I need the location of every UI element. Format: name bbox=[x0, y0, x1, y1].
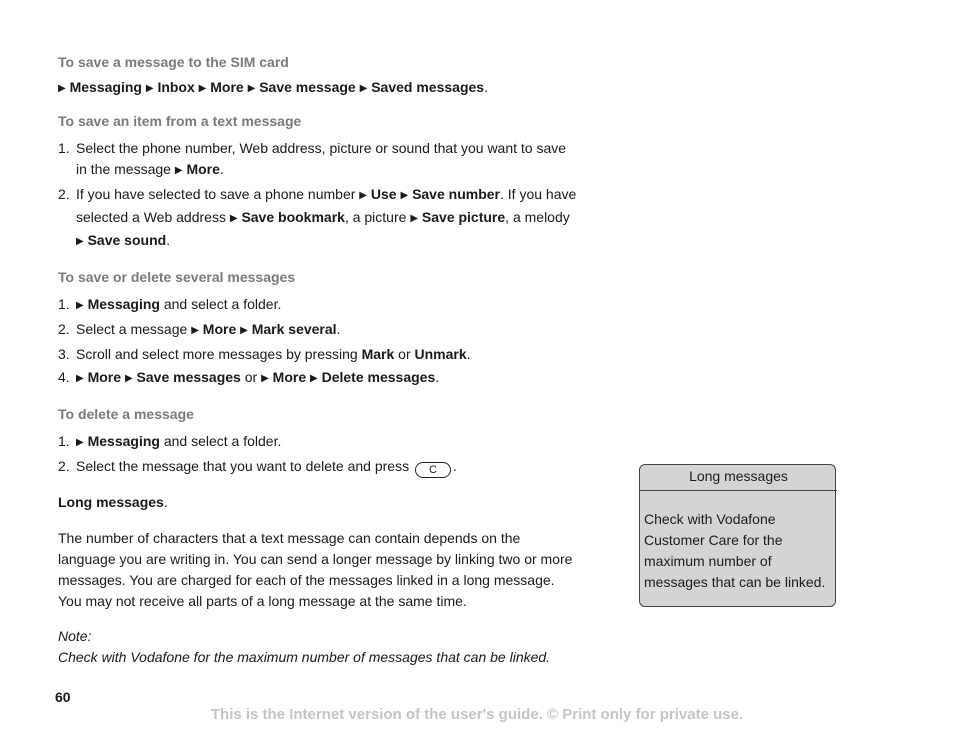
long-messages-title: Long messages. bbox=[58, 494, 168, 510]
right-triangle-icon: ▶ bbox=[400, 190, 409, 201]
sidebar-box-title: Long messages bbox=[640, 465, 837, 491]
right-triangle-icon: ▶ bbox=[76, 300, 84, 311]
main-column bbox=[58, 54, 578, 668]
right-triangle-icon: ▶ bbox=[247, 83, 256, 94]
list-item: 2. Select a message ▶ More ▶ Mark several. bbox=[58, 319, 578, 342]
steps-item bbox=[58, 138, 578, 253]
section-heading-sim: To save a message to the SIM card bbox=[58, 54, 289, 70]
list-item: 1. ▶ Messaging and select a folder. bbox=[58, 294, 578, 317]
c-key-icon: C bbox=[415, 462, 451, 478]
section-heading-item: To save an item from a text message bbox=[58, 113, 302, 129]
right-triangle-icon: ▶ bbox=[58, 83, 66, 94]
section-heading-delete: To delete a message bbox=[58, 406, 194, 422]
footer-notice: This is the Internet version of the user's guide. © Print only for private use. bbox=[210, 706, 744, 723]
right-triangle-icon: ▶ bbox=[240, 325, 248, 336]
right-triangle-icon: ▶ bbox=[145, 83, 154, 94]
right-triangle-icon: ▶ bbox=[76, 236, 84, 247]
right-triangle-icon: ▶ bbox=[410, 213, 419, 224]
list-item: 3. Scroll and select more messages by pressing Mark or Unmark. bbox=[58, 346, 471, 362]
steps-delete bbox=[58, 431, 578, 478]
page-number: 60 bbox=[55, 689, 71, 705]
right-triangle-icon: ▶ bbox=[359, 83, 368, 94]
note-label: Note: bbox=[58, 628, 92, 644]
right-triangle-icon: ▶ bbox=[198, 83, 207, 94]
list-item: 2. If you have selected to save a phone number ▶ Use ▶ Save number. If you have selected a Web address ▶ Save bookmark, a picture ▶ Save picture, a melody ▶ Save sound. bbox=[58, 184, 578, 253]
sidebar-box bbox=[639, 464, 836, 607]
menu-item: Messaging bbox=[69, 79, 142, 95]
list-item: 1. Select the phone number, Web address, picture or sound that you want to save in the message ▶ More. bbox=[58, 138, 578, 182]
note-text: Check with Vodafone for the maximum number of messages that can be linked. bbox=[58, 649, 551, 665]
right-triangle-icon: ▶ bbox=[191, 325, 199, 336]
long-messages-body: The number of characters that a text message can contain depends on the language you are writing in. You can send a longer message by linking two or more messages. You are charged for each of the messages linked in a long message. You may not receive all parts of a long message at the same time. bbox=[58, 530, 573, 609]
right-triangle-icon: ▶ bbox=[76, 437, 84, 448]
list-item: 1. ▶ Messaging and select a folder. bbox=[58, 431, 578, 454]
list-item: 2. Select the message that you want to delete and press C . bbox=[58, 458, 457, 476]
list-item: 4. ▶ More ▶ Save messages or ▶ More ▶ Delete messages. bbox=[58, 367, 578, 390]
right-triangle-icon: ▶ bbox=[76, 373, 84, 384]
menu-item: Save message bbox=[259, 79, 356, 95]
menu-item: Saved messages bbox=[371, 79, 485, 95]
sidebar-box-text: Check with Vodafone Customer Care for the maximum number of messages that can be linked. bbox=[644, 511, 826, 590]
menu-path-sim: ▶ Messaging ▶ Inbox ▶ More ▶ Save message ▶ Saved messages. bbox=[58, 79, 488, 95]
right-triangle-icon: ▶ bbox=[174, 165, 183, 176]
right-triangle-icon: ▶ bbox=[310, 373, 318, 384]
steps-several bbox=[58, 294, 578, 390]
right-triangle-icon: ▶ bbox=[359, 190, 367, 201]
menu-item: Inbox bbox=[157, 79, 195, 95]
right-triangle-icon: ▶ bbox=[124, 373, 133, 384]
right-triangle-icon: ▶ bbox=[261, 373, 269, 384]
section-heading-several: To save or delete several messages bbox=[58, 269, 296, 285]
menu-item: More bbox=[210, 79, 244, 95]
right-triangle-icon: ▶ bbox=[229, 213, 238, 224]
